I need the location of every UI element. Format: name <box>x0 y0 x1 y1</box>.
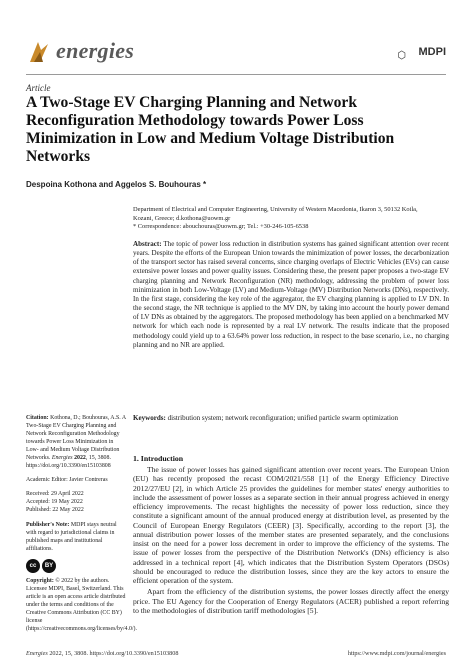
mdpi-logo-icon <box>398 44 416 66</box>
footer-year: 2022 <box>49 650 62 657</box>
note-text: MDPI stays neutral with regard to jurisdictional claims in published maps and institutional affiliations. <box>26 521 117 552</box>
copyright-label: Copyright: <box>26 577 54 584</box>
abstract <box>133 240 449 350</box>
section-title: 1. Introduction <box>133 454 184 463</box>
paragraph: The issue of power losses has gained significant attention over recent years. The European Union (EU) has recently proposed the recast COM/2021/558 [1] of the Energy Efficiency Directive 2012/27/EU [2], in which Article 25 provides the guidelines for member states' energy authorities to include the assessment of power losses as a separate section in their annual progress achieved in energy efficiency improvements. The recast highlights the necessity of power loss reduction, since they constitute a significant amount of the annual produced energy at distribution level, as presented by the Council of European Energy Regulators (CEER) [3]. Specifically, according to the report [3], the annual distribution power losses of the member states are presented separately, and the conclusions insist on the need for a power loss decrement in order to improve the efficiency of the systems. The issue of power losses from the perspective of the Distribution Network's (DNs) efficiency is also addressed in a technical report [4], which indicates that the Distribution System Operators (DSOs) should be encouraged to reduce the distribution losses, since they are the key actors to ensure the efficient operation of the system. <box>133 465 449 585</box>
energies-logo-icon <box>28 40 50 64</box>
publisher-note <box>26 521 126 553</box>
introduction-body <box>133 465 449 615</box>
author-list: Despoina Kothona and Aggelos S. Bouhouras * <box>26 180 207 189</box>
affiliation-line: Kozani, Greece; d.kothona@uowm.gr <box>133 214 231 222</box>
journal-header <box>26 36 446 68</box>
article-type: Article <box>26 83 51 93</box>
citation-text: Kothona, D.; Bouhouras, A.S. A Two-Stage EV Charging Planning and Network Reconfiguration Methodology towards Power Loss Minimization in Low- and Medium Voltage Distribution Networks. <box>26 415 126 462</box>
paragraph: Apart from the efficiency of the distribution systems, the power losses directly affect the energy price. The EU Agency for the Cooperation of Energy Regulators (ACER) published a report referring to the methodologies of distribution tariff methodologies [5]. <box>133 587 449 615</box>
by-icon: BY <box>42 559 56 573</box>
cc-license-icon[interactable] <box>26 559 56 573</box>
abstract-text: The topic of power loss reduction in distribution systems has gained significant attention over recent years. Despite the efforts of the European Union towards the minimization of power losses, the decarbonization of the transport sector has raised several concerns, since charging overlaps of Electric Vehicles (EVs) can cause extensive power losses and power quality issues. Considering these, the present paper proposes a two-stage EV charging planning and Network Reconfiguration (NR) methodology, addressing the problem of power loss minimization in both Low-Voltage (LV) and Medium-Voltage (MV) Distribution Networks (DNs), respectively. In the first stage, considering the key role of the aggregator, the EV charging planning is applied to LV DN. In the second stage, the NR technique is applied to the MV DN, by taking into account the hourly power demand of LV DNs as obtained by the aggregators. The proposed methodology has been applied on a benchmarked MV network for which each node is represented by a real LV network. The results indicate that the proposed methodology could yield up to a 63.64% power loss reduction, in respect to the base scenario, i.e., no charging planning and no NR are applied. <box>133 240 449 349</box>
copyright-text: © 2022 by the authors. Licensee MDPI, Basel, Switzerland. This article is an open access article distributed under the terms and conditions of the Creative Commons Attribution (CC BY) license (https://creativecommons.org/licenses/by/4.0/). <box>26 577 137 632</box>
cc-icon: cc <box>26 559 40 573</box>
citation-doi[interactable]: , 15, 3808. https://doi.org/10.3390/en15103808 <box>26 455 111 470</box>
academic-editor: Academic Editor: Javier Contreras <box>26 477 108 484</box>
journal-name: energies <box>56 38 135 63</box>
abstract-label: Abstract: <box>133 240 162 248</box>
publisher-name: MDPI <box>418 46 446 58</box>
affiliation-line: Department of Electrical and Computer Engineering, University of Western Macedonia, Ikaron 3, 50132 Koila, <box>133 206 418 213</box>
affiliation <box>133 206 453 232</box>
received-date: Received: 29 April 2022 <box>26 491 84 498</box>
header-rule <box>26 74 446 75</box>
paper-title: A Two-Stage EV Charging Planning and Network Reconfiguration Methodology towards Power Loss Minimization in Low and Medium Voltage Distribution Networks <box>26 94 395 165</box>
note-label: Publisher's Note: <box>26 521 70 528</box>
footer-doi[interactable]: , 15, 3808. https://doi.org/10.3390/en15103808 <box>61 650 179 657</box>
accepted-date: Accepted: 19 May 2022 <box>26 499 83 506</box>
citation-year: 2022 <box>74 455 86 462</box>
keywords <box>133 414 449 423</box>
copyright-block <box>26 577 137 633</box>
keywords-text: distribution system; network reconfiguration; unified particle swarm optimization <box>167 414 398 422</box>
footer-journal: Energies <box>26 650 48 657</box>
citation-block <box>26 414 126 470</box>
footer-site-link[interactable]: https://www.mdpi.com/journal/energies <box>347 650 446 657</box>
sidebar <box>26 414 137 639</box>
dates-block <box>26 490 126 514</box>
citation-label: Citation: <box>26 415 49 421</box>
published-date: Published: 22 May 2022 <box>26 507 84 514</box>
citation-journal: Energies <box>51 455 73 462</box>
keywords-label: Keywords: <box>133 414 166 422</box>
correspondence: * Correspondence: abouchouras@uowm.gr; Tel.: +30-246-105-6538 <box>133 223 309 231</box>
editor-block <box>26 476 126 484</box>
footer-citation <box>26 650 178 657</box>
